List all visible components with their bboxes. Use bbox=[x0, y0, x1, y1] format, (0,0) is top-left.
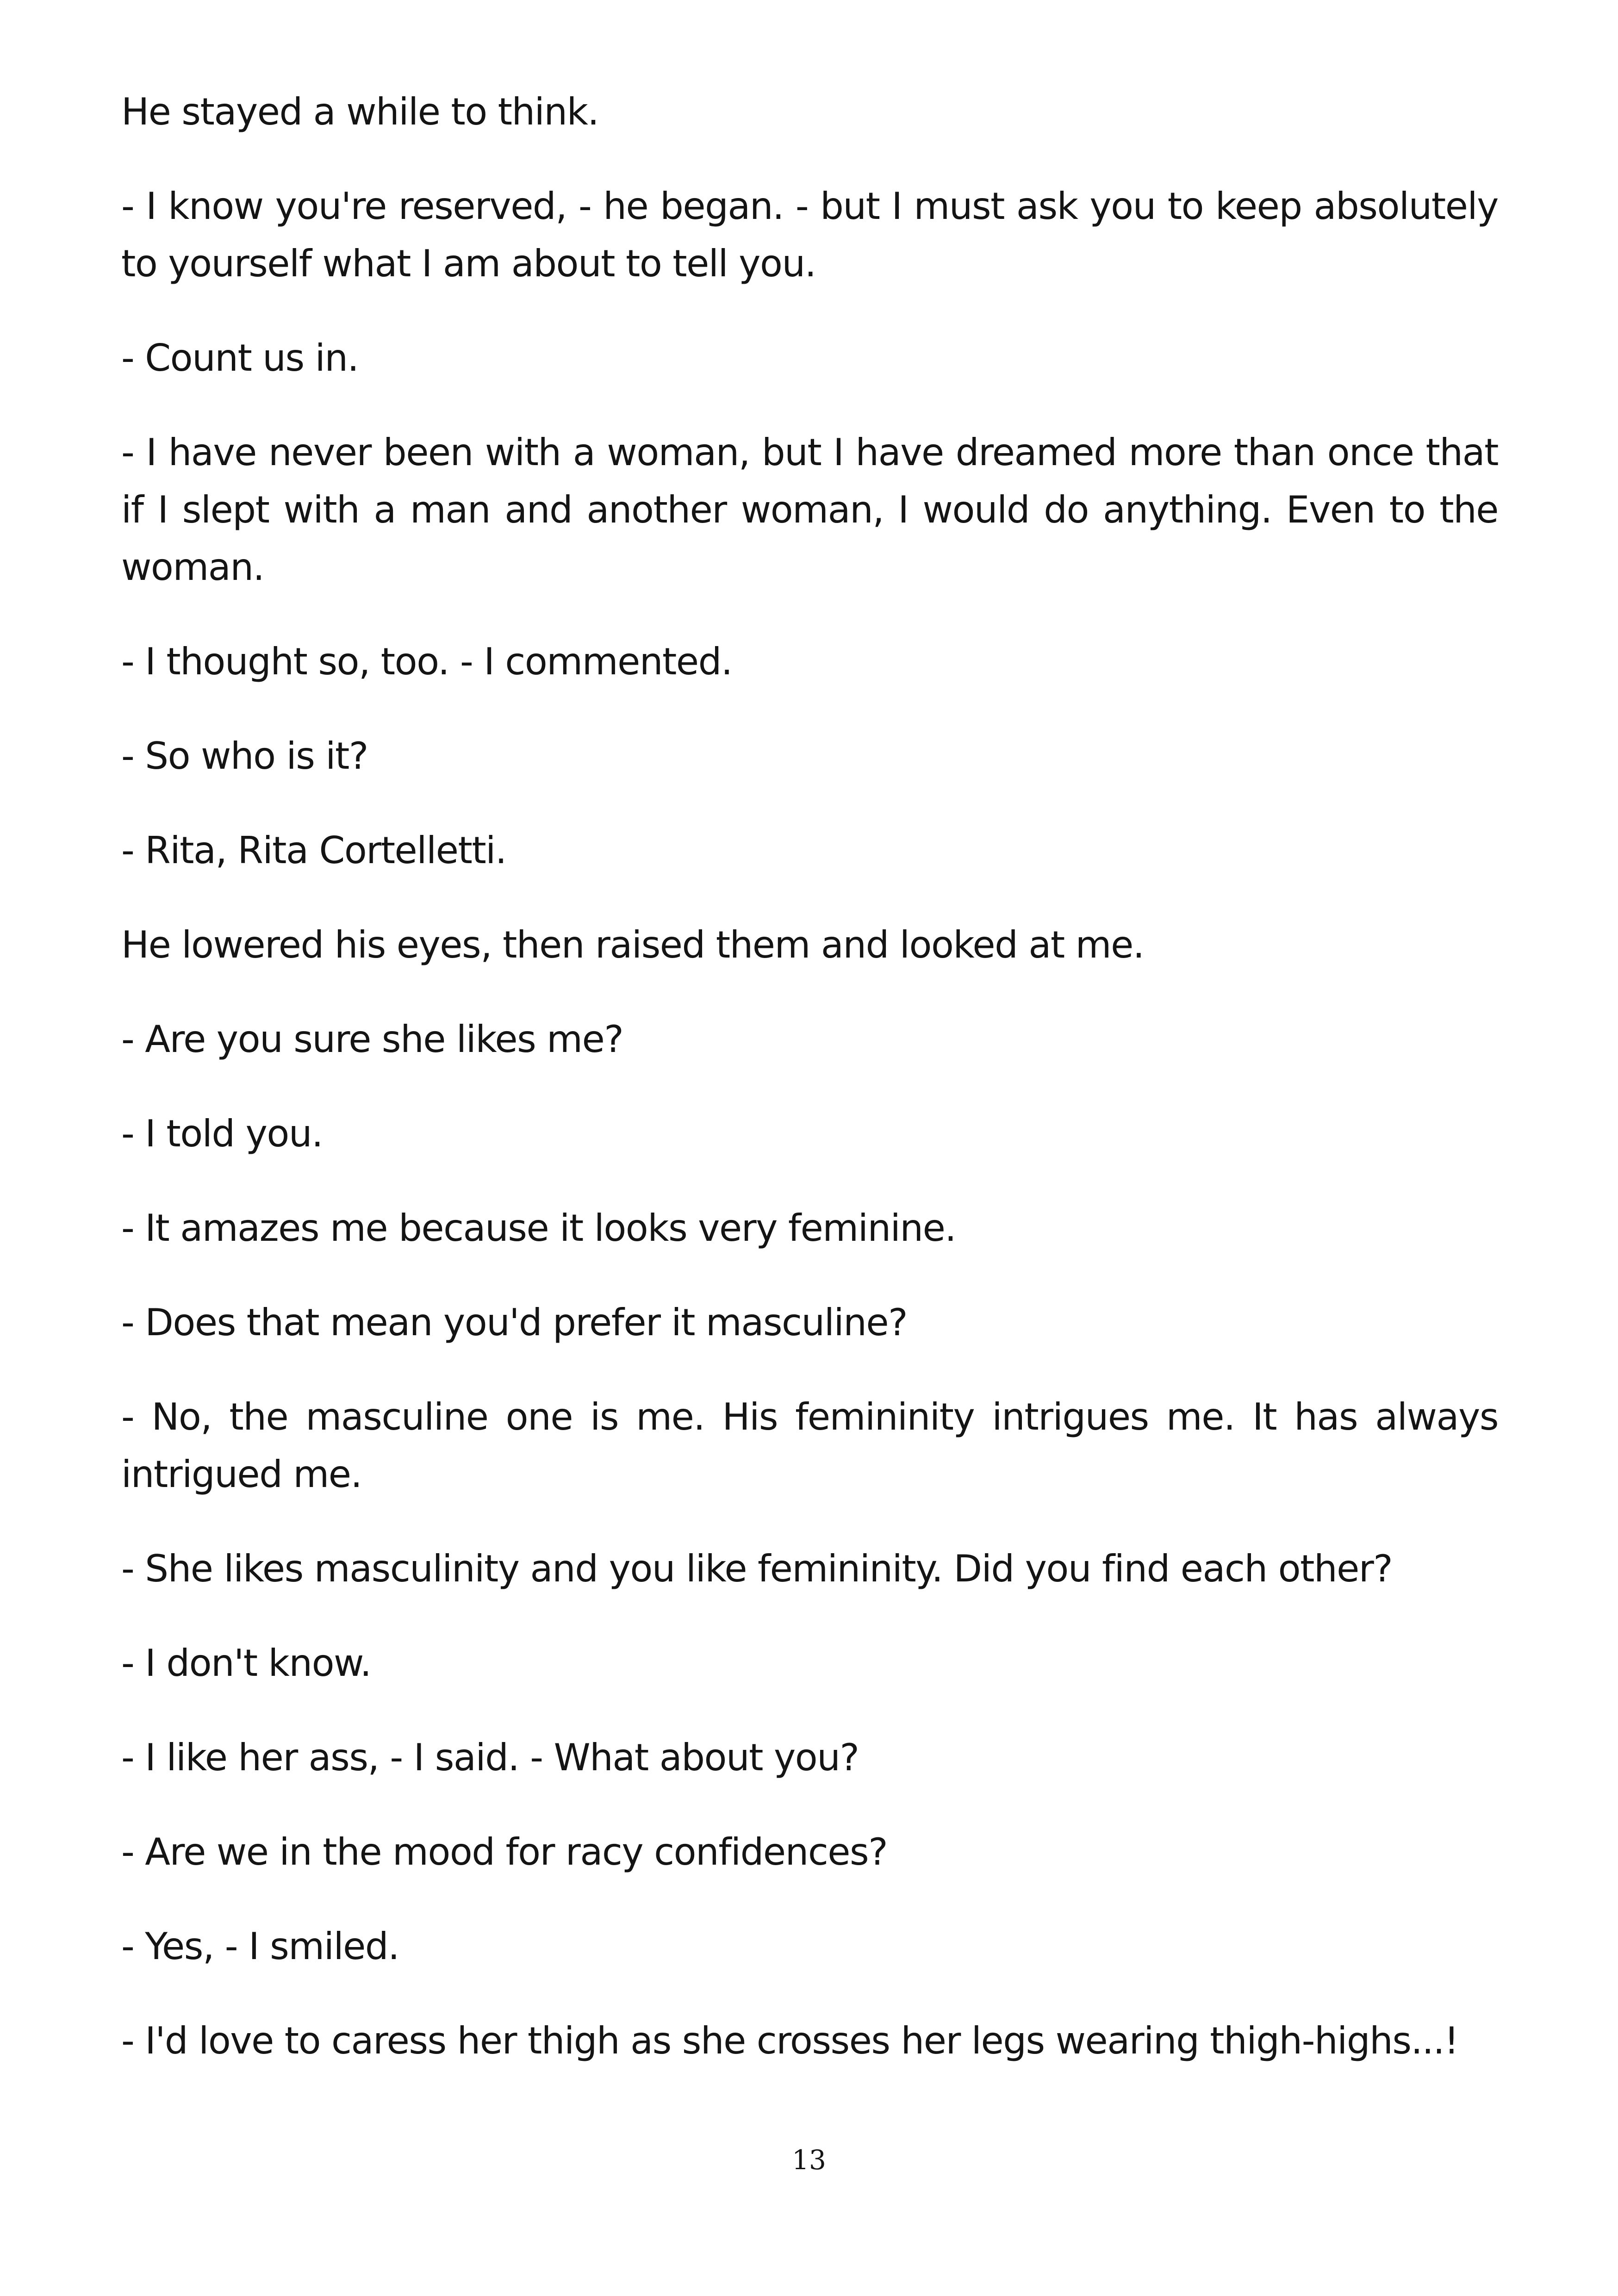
paragraph: - I like her ass, - I said. - What about you? bbox=[121, 1736, 859, 1779]
paragraph: - Yes, - I smiled. bbox=[121, 1925, 399, 1968]
paragraph: - I know you're reserved, - he began. - but I must ask you to keep absolutely to yourself what I am about to tell you. bbox=[121, 185, 1498, 285]
paragraph: - Rita, Rita Cortelletti. bbox=[121, 829, 506, 872]
paragraph: - It amazes me because it looks very feminine. bbox=[121, 1207, 956, 1250]
paragraph: - Are we in the mood for racy confidences? bbox=[121, 1830, 888, 1873]
paragraph: - I don't know. bbox=[121, 1642, 371, 1685]
paragraph: - Does that mean you'd prefer it masculine? bbox=[121, 1301, 908, 1344]
paragraph: - Count us in. bbox=[121, 336, 359, 380]
page-number: 13 bbox=[792, 2144, 826, 2176]
paragraph: - I told you. bbox=[121, 1112, 323, 1155]
paragraph: He stayed a while to think. bbox=[121, 90, 599, 133]
paragraph: - She likes masculinity and you like femininity. Did you find each other? bbox=[121, 1547, 1393, 1590]
paragraph: - I have never been with a woman, but I have dreamed more than once that if I slept with a man and another woman, I would do anything. Even to the woman. bbox=[121, 431, 1498, 589]
paragraph: He lowered his eyes, then raised them and looked at me. bbox=[121, 923, 1144, 966]
paragraph: - So who is it? bbox=[121, 734, 368, 778]
paragraph: - I'd love to caress her thigh as she crosses her legs wearing thigh-highs...! bbox=[121, 2019, 1458, 2062]
paragraph: - I thought so, too. - I commented. bbox=[121, 640, 732, 683]
document-body bbox=[121, 83, 1498, 2107]
paragraph: - Are you sure she likes me? bbox=[121, 1018, 623, 1061]
paragraph: - No, the masculine one is me. His femininity intrigues me. It has always intrigued me. bbox=[121, 1395, 1498, 1496]
